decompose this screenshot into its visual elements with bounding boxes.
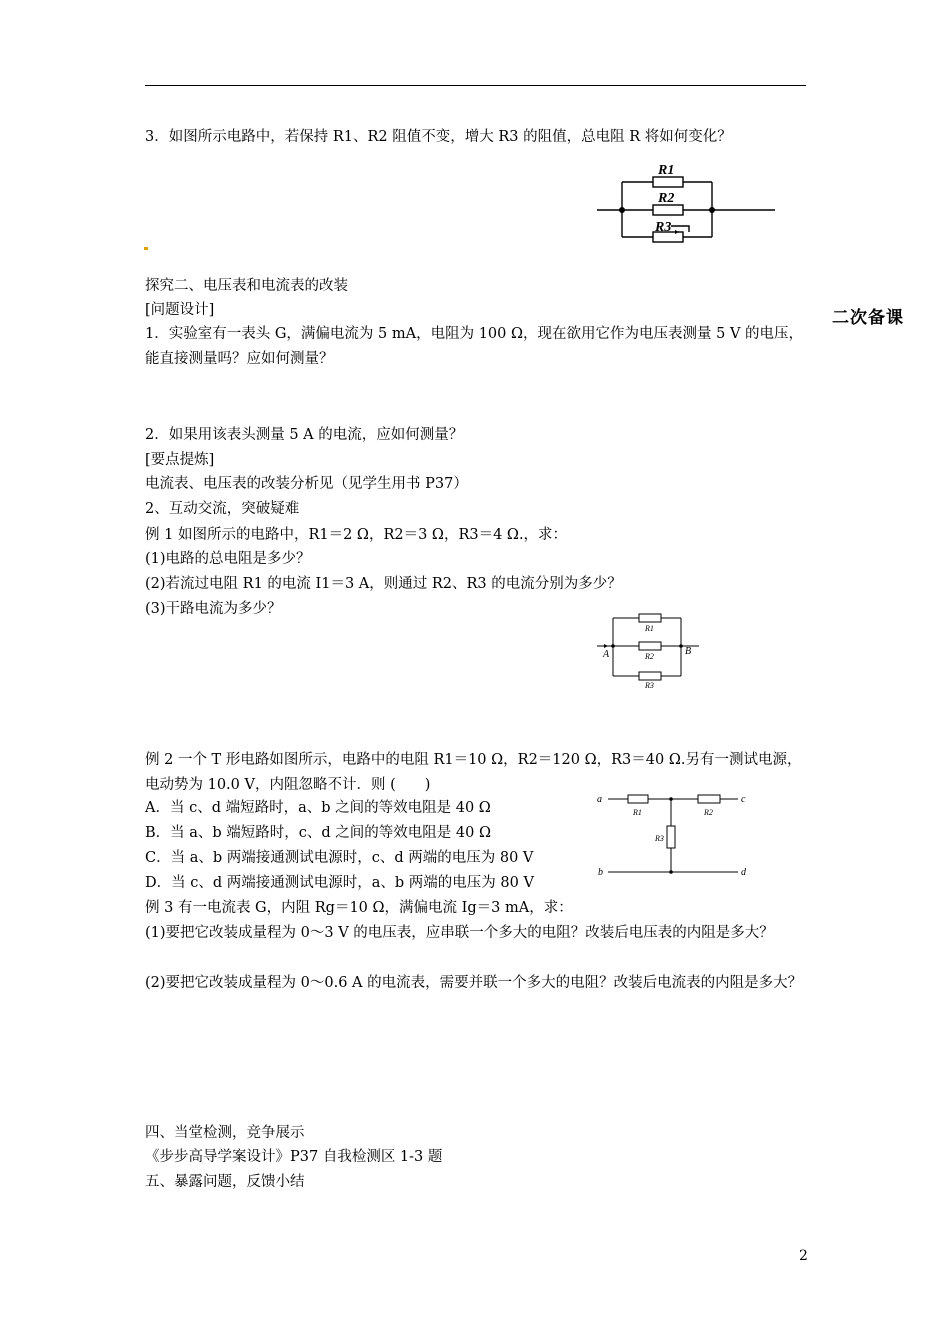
question-3: 3．如图所示电路中，若保持 R1、R2 阻值不变，增大 R3 的阻值，总电阻 R 将如何变化？ (145, 129, 732, 145)
problem-design: [问题设计] (145, 302, 215, 318)
fig3-r3-label: R3 (655, 834, 664, 843)
fig1-r2-label: R2 (658, 191, 675, 206)
side-note: 二次备课 (832, 308, 904, 328)
fig1-r1-label: R1 (658, 163, 675, 178)
fig3-r2-label: R2 (704, 808, 713, 817)
fig2-r2-label: R2 (645, 652, 654, 661)
section-4-heading: 四、当堂检测，竞争展示 (145, 1125, 305, 1141)
circuit-figure-three-parallel (597, 610, 703, 692)
page-number: 2 (799, 1248, 808, 1264)
highlight-mark (144, 247, 148, 250)
circuit-figure-t-network (596, 790, 756, 880)
example-3-part-2: (2)要把它改装成量程为 0～0.6 A 的电流表，需要并联一个多大的电阻？改装后电流表的内阻是多大？ (145, 975, 803, 991)
book-reference: 《步步高导学案设计》P37 自我检测区 1-3 题 (145, 1149, 443, 1165)
example-3-part-1: (1)要把它改装成量程为 0～3 V 的电压表，应串联一个多大的电阻？改装后电压表的内阻是多大？ (145, 925, 774, 941)
fig2-b-label: B (685, 646, 692, 657)
example-1-part-1: (1)电路的总电阻是多少？ (145, 551, 311, 567)
fig1-r3-label: R3 (655, 220, 672, 235)
header-rule (145, 85, 806, 86)
fig3-a-label: a (597, 794, 602, 805)
fig3-c-label: c (741, 794, 746, 805)
example-1: 例 1 如图所示的电路中，R1＝2 Ω，R2＝3 Ω，R3＝4 Ω.，求： (145, 527, 568, 543)
example-1-part-3: (3)干路电流为多少？ (145, 601, 282, 617)
fig2-r1-label: R1 (645, 624, 654, 633)
example-3: 例 3 有一电流表 G，内阻 Rg＝10 Ω，满偏电流 Ig＝3 mA，求： (145, 900, 573, 916)
fig3-r1-label: R1 (633, 808, 642, 817)
question-2: 2．如果用该表头测量 5 A 的电流，应如何测量？ (145, 427, 464, 443)
section-5-heading: 五、暴露问题，反馈小结 (145, 1174, 305, 1190)
example-2: 例 2 一个 T 形电路如图所示，电路中的电阻 R1＝10 Ω，R2＝120 Ω，R3＝40 Ω.另有一测试电源，电动势为 10.0 V，内阻忽略不计．则 ( ) (145, 752, 802, 793)
option-c: C．当 a、b 两端接通测试电源时，c、d 两端的电压为 80 V (145, 850, 534, 866)
interaction-heading: 2、互动交流，突破疑难 (145, 501, 300, 517)
circuit-figure-parallel-rheostat (595, 160, 780, 242)
fig3-b-label: b (598, 867, 603, 878)
section-explore-2: 探究二、电压表和电流表的改装 (145, 278, 348, 294)
analysis-note: 电流表、电压表的改装分析见（见学生用书 P37） (145, 476, 468, 492)
example-1-part-2: (2)若流过电阻 R1 的电流 I1＝3 A，则通过 R2、R3 的电流分别为多少？ (145, 576, 622, 592)
option-b: B．当 a、b 端短路时，c、d 之间的等效电阻是 40 Ω (145, 825, 492, 841)
key-points: [要点提炼] (145, 452, 215, 468)
option-d: D．当 c、d 两端接通测试电源时，a、b 两端的电压为 80 V (145, 875, 534, 891)
fig3-d-label: d (741, 867, 746, 878)
option-a: A．当 c、d 端短路时，a、b 之间的等效电阻是 40 Ω (145, 800, 491, 816)
fig2-r3-label: R3 (645, 681, 654, 690)
question-1: 1．实验室有一表头 G，满偏电流为 5 mA，电阻为 100 Ω，现在欲用它作为电压表测量 5 V 的电压，能直接测量吗？应如何测量？ (145, 326, 804, 367)
fig2-a-label: A (603, 649, 610, 660)
